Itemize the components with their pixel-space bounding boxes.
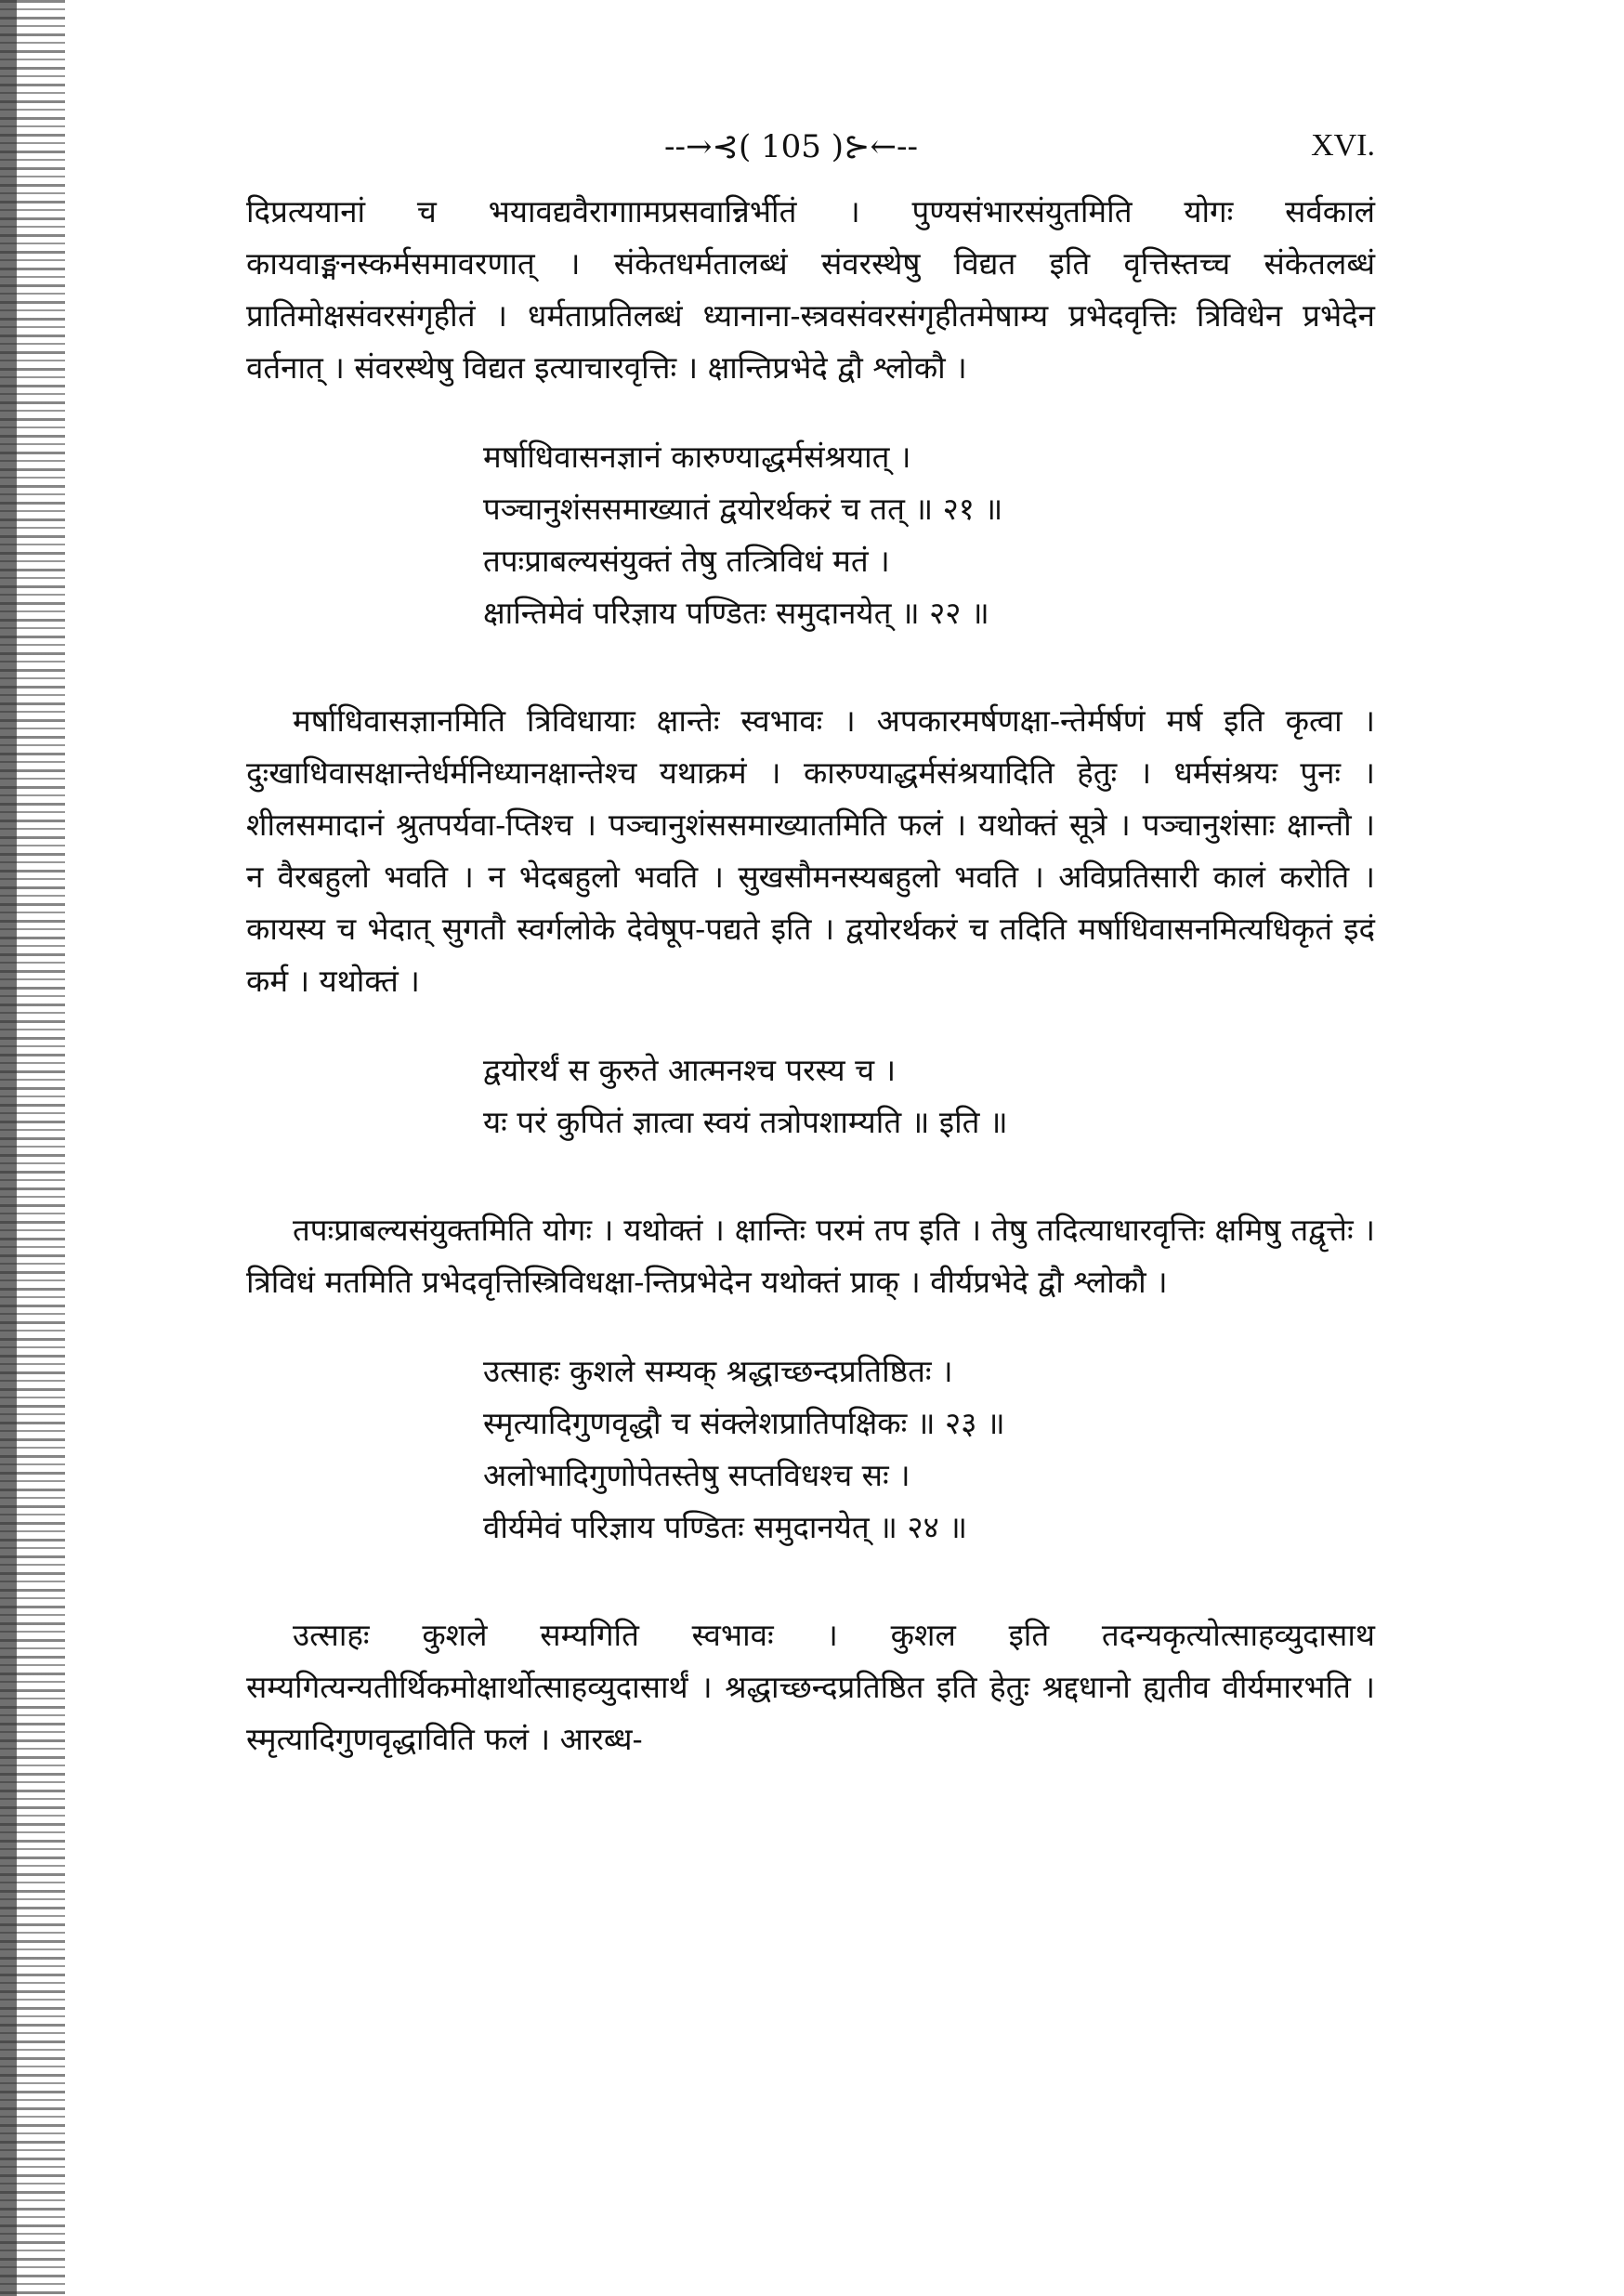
verse-line: क्षान्तिमेवं परिज्ञाय पण्डितः समुदानयेत् ॥ २२ ॥	[483, 595, 989, 631]
verse-line: मर्षाधिवासनज्ञानं कारुण्याद्धर्मसंश्रयात् ।	[483, 439, 911, 475]
verse-line: द्वयोरर्थं स कुरुते आत्मनश्च परस्य च ।	[483, 1052, 897, 1088]
prose-paragraph: मर्षाधिवासज्ञानमिति त्रिविधायाः क्षान्तेः स्वभावः । अपकारमर्षणक्षा-न्तेर्मर्षणं मर्ष इति कृत्वा । दुःखाधिवासक्षान्तेर्धर्मनिध्यानक्षान्तेश्च यथाक्रमं । कारुण्याद्धर्मसंश्रयादिति हेतुः । धर्मसंश्रयः पुनः । शीलसमादानं श्रुतपर्यवा-प्तिश्च । पञ्चानुशंससमाख्यातमिति फलं । यथोक्तं सूत्रे । पञ्चानुशंसाः क्षान्तौ । न वैरबहुलो भवति । न भेदबहुलो भवति । सुखसौमनस्यबहुलो भवति । अविप्रतिसारी कालं करोति । कायस्य च भेदात् सुगतौ स्वर्गलोके देवेषूप-पद्यते इति । द्वयोरर्थकरं च तदिति मर्षाधिवासनमित्यधिकृतं इदं कर्म । यथोक्तं ।	[246, 702, 1375, 999]
verse-block	[483, 1345, 1375, 1554]
verse-line: यः परं कुपितं ज्ञात्वा स्वयं तत्रोपशाम्यति ॥ इति ॥	[483, 1104, 1008, 1140]
page	[246, 121, 1375, 1803]
prose-paragraph: तपःप्राबल्यसंयुक्तमिति योगः । यथोक्तं । क्षान्तिः परमं तप इति । तेषु तदित्याधारवृत्तिः क्षमिषु तद्वृत्तेः । त्रिविधं मतमिति प्रभेदवृत्तिस्त्रिविधक्षा-न्तिप्रभेदेन यथोक्तं प्राक् । वीर्यप्रभेदे द्वौ श्लोकौ ।	[246, 1212, 1375, 1300]
verse-line: वीर्यमेवं परिज्ञाय पण्डितः समुदानयेत् ॥ २४ ॥	[483, 1509, 968, 1545]
page-gutter-shadow	[0, 0, 17, 2296]
verse-block	[483, 1044, 1375, 1148]
running-header	[246, 121, 1375, 186]
page-number: --→⊰( 105 )⊱←--	[664, 128, 918, 165]
prose-paragraph: दिप्रत्ययानां च भयावद्यवैरागाामप्रसवान्निर्भीतं । पुण्यसंभारसंयुतमिति योगः सर्वकालं कायवाङ्मनस्कर्मसमावरणात् । संकेतधर्मतालब्धं संवरस्थेषु विद्यत इति वृत्तिस्तच्च संकेतलब्धं प्रातिमोक्षसंवरसंगृहीतं । धर्मताप्रतिलब्धं ध्यानाना-स्त्रवसंवरसंगृहीतमेषाम्य प्रभेदवृत्तिः त्रिविधेन प्रभेदेन वर्तनात् । संवरस्थेषु विद्यत इत्याचारवृत्तिः । क्षान्तिप्रभेदे द्वौ श्लोकौ ।	[246, 193, 1375, 386]
prose-paragraph: उत्साहः कुशले सम्यगिति स्वभावः । कुशल इति तदन्यकृत्योत्साहव्युदासाथ सम्यगित्यन्यतीर्थिकमोक्षार्थोत्साहव्युदासार्थं । श्रद्धाच्छन्दप्रतिष्ठित इति हेतुः श्रद्दधानो ह्यतीव वीर्यमारभति । स्मृत्यादिगुणवृद्धाविति फलं । आरब्ध-	[246, 1617, 1375, 1757]
verse-line: पञ्चानुशंससमाख्यातं द्वयोरर्थकरं च तत् ॥ २१ ॥	[483, 491, 1003, 527]
verse-line: स्मृत्यादिगुणवृद्धौ च संक्लेशप्रातिपक्षिकः ॥ २३ ॥	[483, 1405, 1005, 1441]
verse-line: अलोभादिगुणोपेतस्तेषु सप्तविधश्च सः ।	[483, 1457, 910, 1493]
section-number: XVI.	[1311, 128, 1375, 163]
verse-line: उत्साहः कुशले सम्यक् श्रद्धाच्छन्दप्रतिष्ठितः ।	[483, 1353, 953, 1389]
verse-line: तपःप्राबल्यसंयुक्तं तेषु तत्त्रिविधं मतं ।	[483, 543, 890, 579]
verse-block	[483, 431, 1375, 639]
